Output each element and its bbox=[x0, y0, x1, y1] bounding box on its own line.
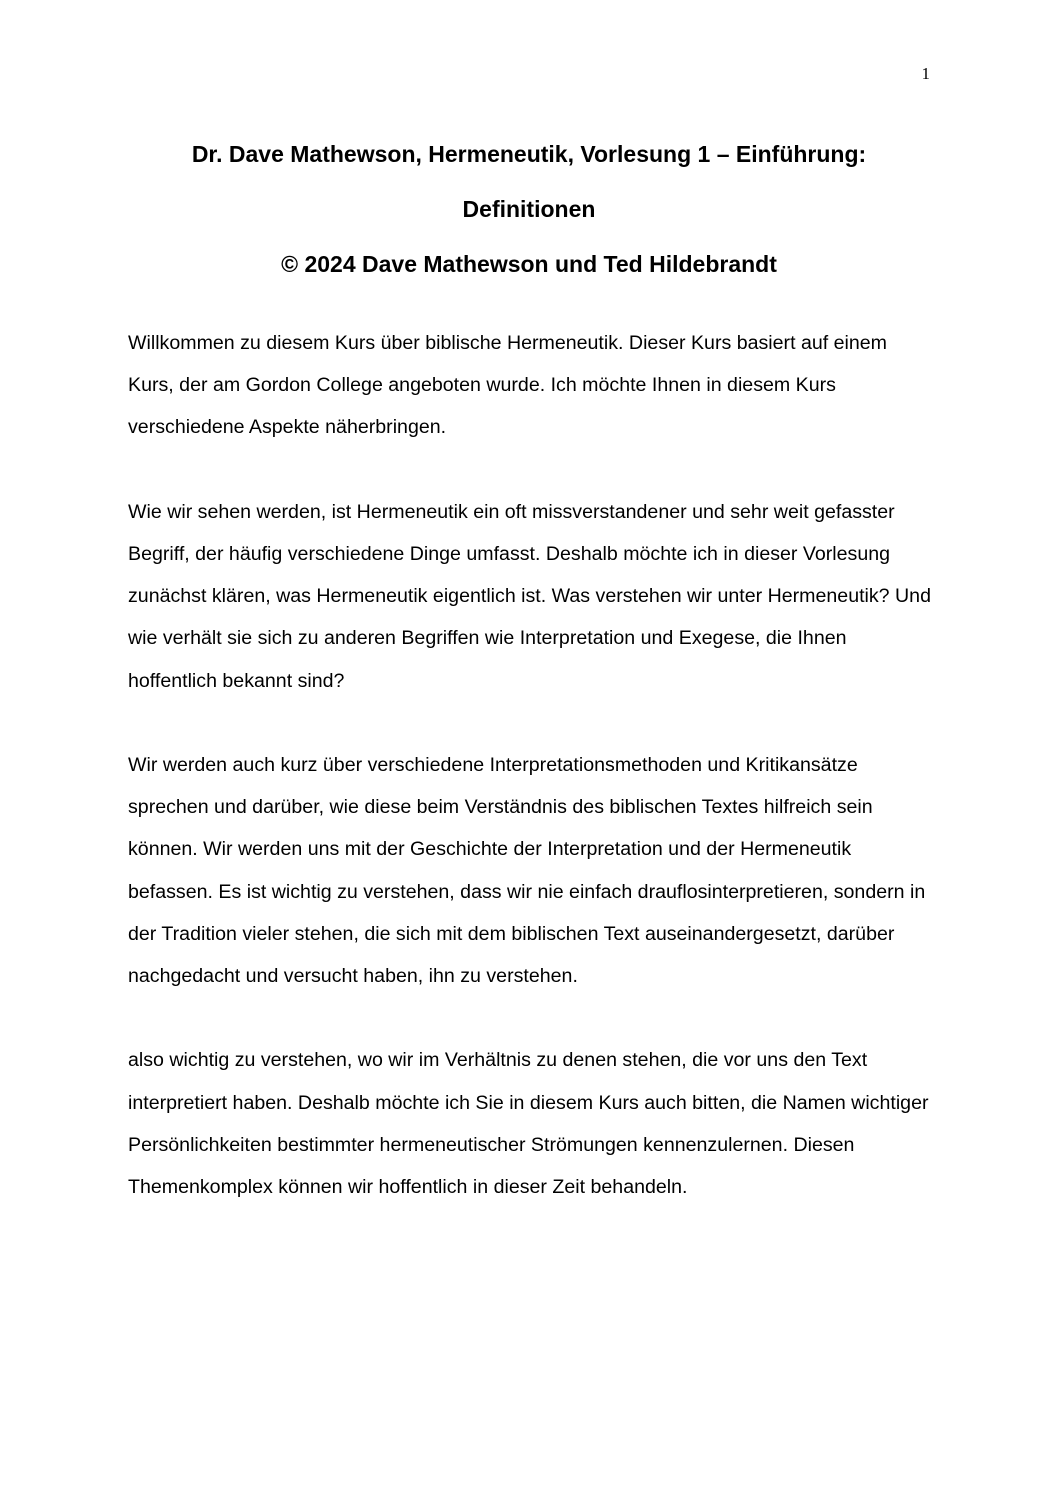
paragraph-3: Wir werden auch kurz über verschiedene Interpretationsmethoden und Kritikansätze sprechen und darüber, wie diese beim Verständnis des biblischen Textes hilfreich sein können. Wir werden uns mit der Geschichte der Interpretation und der Hermeneutik befassen. Es ist wichtig zu verstehen, dass wir nie einfach drauflosinterpretieren, sondern in der Tradition vieler stehen, die sich mit dem biblischen Text auseinandergesetzt, darüber nachgedacht und versucht haben, ihn zu verstehen. bbox=[128, 754, 926, 988]
paragraph-4: also wichtig zu verstehen, wo wir im Verhältnis zu denen stehen, die vor uns den Text interpretiert haben. Deshalb möchte ich Sie in diesem Kurs auch bitten, die Namen wichtiger Persönlichkeiten bestimmter hermeneutischer Strömungen kennenzulernen. Diesen Themenkomplex können wir hoffentlich in dieser Zeit behandeln. bbox=[128, 1049, 929, 1199]
copyright-notice: © 2024 Dave Mathewson und Ted Hildebrandt bbox=[281, 251, 777, 277]
paragraph-2: Wie wir sehen werden, ist Hermeneutik ein oft missverstandener und sehr weit gefasster Begriff, der häufig verschiedene Dinge umfasst. Deshalb möchte ich in dieser Vorlesung zunächst klären, was Hermeneutik eigentlich ist. Was verstehen wir unter Hermeneutik? Und wie verhält sie sich zu anderen Begriffen wie Interpretation und Exegese, die Ihnen hoffentlich bekannt sind? bbox=[128, 500, 931, 692]
document-header bbox=[128, 127, 930, 292]
paragraph-1: Willkommen zu diesem Kurs über biblische Hermeneutik. Dieser Kurs basiert auf einem Kurs, der am Gordon College angeboten wurde. Ich möchte Ihnen in diesem Kurs verschiedene Aspekte näherbringen. bbox=[128, 332, 888, 439]
document-body bbox=[128, 322, 934, 1250]
document-subtitle: Definitionen bbox=[462, 196, 596, 222]
page-number: 1 bbox=[921, 64, 930, 83]
document-title: Dr. Dave Mathewson, Hermeneutik, Vorlesung 1 – Einführung: bbox=[191, 141, 867, 167]
